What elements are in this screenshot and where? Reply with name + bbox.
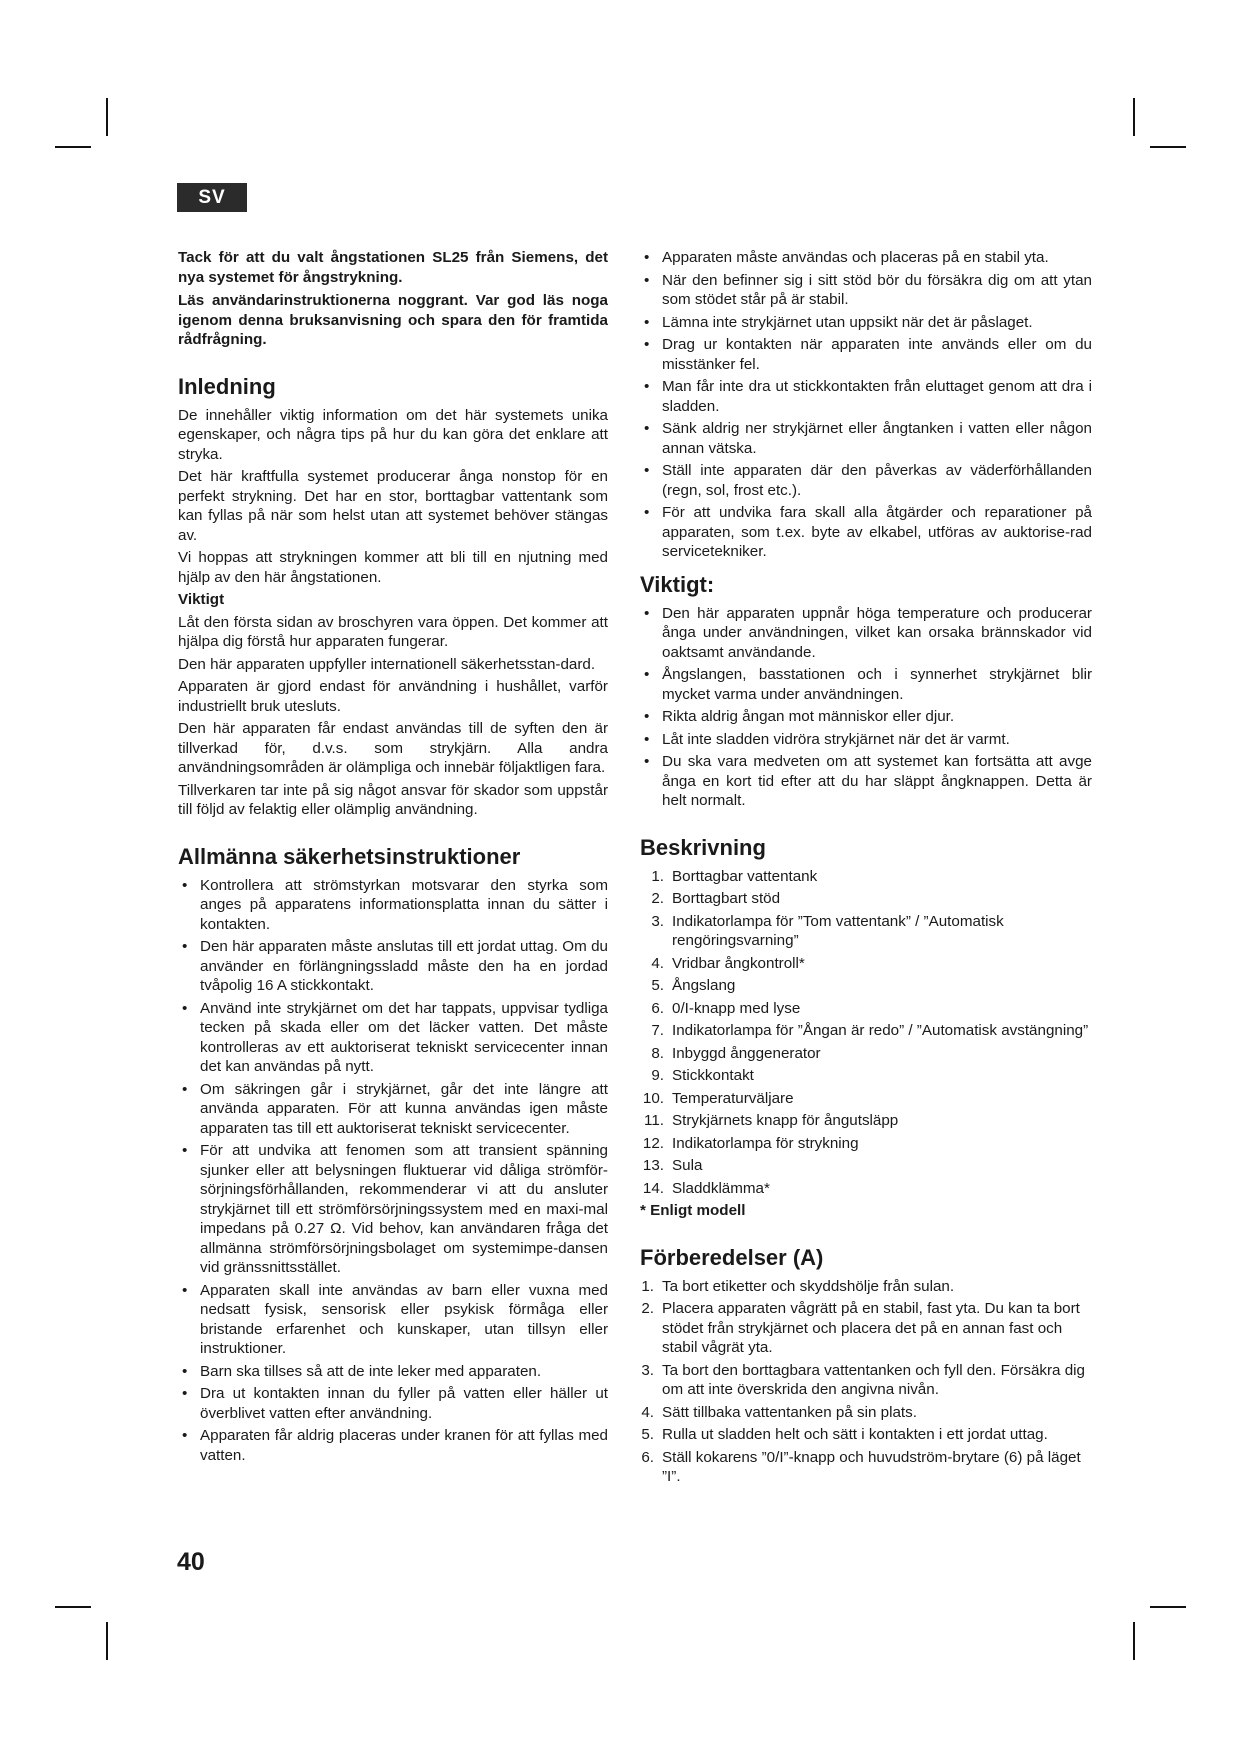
- heading-safety: Allmänna säkerhetsinstruktioner: [178, 843, 521, 869]
- beskrivning-list: [640, 867, 1092, 1199]
- inledning-paragraph: De innehåller viktig information om det här systemets unika egenskaper, och några tips på hur du kan göra det enklare att stryka.: [178, 406, 608, 463]
- list-item: 3. Indikatorlampa för ”Tom vattentank” / ”Automatisk rengöringsvarning”: [651, 912, 1004, 949]
- list-item: • Apparaten måste användas och placeras på en stabil yta.: [640, 248, 1092, 268]
- list-item: • För att undvika att fenomen som att transient spänning sjunker eller att belysningen fluktuerar vid dåliga strömför-sörjningsförhållanden, rekommenderar vi att du ansluter strykjärnet till ett strömförsörjningssystem med en maxi-mal impedans på 0.27 Ω. Vid behov, kan användaren fråga det allmänna strömförsörjningsbolaget om systemimpe-dansen vid gränssnittsstället.: [178, 1141, 608, 1278]
- list-item: 6. 0/I-knapp med lyse: [651, 999, 801, 1017]
- viktigt-paragraph: Apparaten är gjord endast för användning i hushållet, varför industriellt bruk utesluts.: [178, 678, 608, 715]
- heading-inledning: Inledning: [178, 373, 276, 399]
- intro-thanks: Tack för att du valt ångstationen SL25 från Siemens, det nya systemet för ångstrykning.: [178, 249, 608, 286]
- crop-mark-top-right-vertical: [1133, 98, 1135, 136]
- list-item: 8. Inbyggd ånggenerator: [651, 1044, 821, 1062]
- subheading-viktigt: Viktigt: [178, 591, 225, 608]
- list-item: • Apparaten får aldrig placeras under kranen för att fyllas med vatten.: [178, 1426, 608, 1465]
- safety-list-continued: [640, 248, 1092, 562]
- viktigt-paragraph: Låt den första sidan av broschyren vara öppen. Det kommer att hjälpa dig förstå hur apparaten fungerar.: [178, 613, 608, 650]
- list-item: • Om säkringen går i strykjärnet, går det inte längre att använda apparaten. För att kunna användas igen måste apparaten tas till ett auktoriserat tekniskt servicecenter.: [178, 1080, 608, 1139]
- inledning-paragraph: Vi hoppas att strykningen kommer att bli till en njutning med hjälp av den här ångstationen.: [178, 549, 608, 586]
- list-item: • Den här apparaten uppnår höga temperature och producerar ånga under användningen, vilket kan orsaka brännskador vid oaktsamt användande.: [640, 604, 1092, 663]
- forberedelser-list: [640, 1277, 1092, 1487]
- list-item: • Använd inte strykjärnet om det har tappats, uppvisar tydliga tecken på skada eller om det läcker vatten. Det måste kontrolleras av ett auktoriserat tekniskt servicecenter innan det kan användas på nytt.: [178, 999, 608, 1077]
- crop-mark-top-left-horizontal: [55, 146, 91, 148]
- list-item: • När den befinner sig i sitt stöd bör du försäkra dig om att ytan som stödet står på är stabil.: [640, 271, 1092, 310]
- list-item: • Låt inte sladden vidröra strykjärnet när det är varmt.: [640, 730, 1092, 750]
- viktigt-paragraph: Den här apparaten uppfyller internationell säkerhetsstan-dard.: [178, 655, 596, 673]
- crop-mark-bottom-right-vertical: [1133, 1622, 1135, 1660]
- left-column: [178, 248, 608, 1468]
- viktigt-paragraph: Den här apparaten får endast användas till de syften den är tillverkad för, d.v.s. som strykjärn. Alla andra användningsområden är olämpliga och innebär följaktligen fara.: [178, 720, 608, 776]
- viktigt-list: [640, 604, 1092, 811]
- list-item: 4. Sätt tillbaka vattentanken på sin plats.: [641, 1403, 917, 1421]
- page-number: 40: [177, 1548, 205, 1576]
- list-item: 13. Sula: [642, 1157, 703, 1174]
- list-item: • Sänk aldrig ner strykjärnet eller ångtanken i vatten eller någon annan vätska.: [640, 419, 1092, 458]
- list-item: • Barn ska tillses så att de inte leker med apparaten.: [178, 1362, 608, 1382]
- list-item: • Rikta aldrig ångan mot människor eller djur.: [640, 707, 1092, 727]
- list-item: • Drag ur kontakten när apparaten inte används eller om du misstänker fel.: [640, 335, 1092, 374]
- list-item: 1. Ta bort etiketter och skyddshölje från sulan.: [641, 1277, 955, 1295]
- crop-mark-top-right-horizontal: [1150, 146, 1186, 148]
- list-item: • Den här apparaten måste anslutas till ett jordat uttag. Om du använder en förlängningssladd måste den ha en jordad tvåpolig 16 A stickkontakt.: [178, 937, 608, 996]
- list-item: • Apparaten skall inte användas av barn eller vuxna med nedsatt fysisk, sensorisk eller psykisk förmåga eller bristande erfarenhet och kunskaper, utan tillsyn eller instruktioner.: [178, 1281, 608, 1359]
- list-item: 3. Ta bort den borttagbara vattentanken och fyll den. Försäkra dig om att inte överskrida den angivna nivån.: [641, 1361, 1085, 1398]
- list-item: 1. Borttagbar vattentank: [651, 867, 818, 885]
- list-item: • Du ska vara medveten om att systemet kan fortsätta att avge ånga en kort tid efter att du har släppt ångknappen. Detta är helt normalt.: [640, 752, 1092, 811]
- list-item: 12. Indikatorlampa för strykning: [642, 1134, 859, 1152]
- language-tab: SV: [177, 183, 247, 212]
- list-item: 2. Borttagbart stöd: [651, 890, 781, 907]
- list-item: • Dra ut kontakten innan du fyller på vatten eller häller ut överblivet vatten efter användning.: [178, 1384, 608, 1423]
- inledning-paragraph: Det här kraftfulla systemet producerar ånga nonstop för en perfekt strykning. Det har en stor, borttagbar vattentank som kan fyllas på när som helst utan att systemet behöver stängas av.: [178, 468, 608, 544]
- crop-mark-bottom-right-horizontal: [1150, 1606, 1186, 1608]
- crop-mark-top-left-vertical: [106, 98, 108, 136]
- list-item: 2. Placera apparaten vågrätt på en stabil, fast yta. Du kan ta bort stödet från strykjärnet och placera det på en annan fast och stabil vågrät yta.: [641, 1300, 1080, 1356]
- list-item: • Lämna inte strykjärnet utan uppsikt när det är påslaget.: [640, 313, 1092, 333]
- list-item: 4. Vridbar ångkontroll*: [651, 954, 805, 972]
- list-item: 14. Sladdklämma*: [642, 1179, 770, 1197]
- model-note: * Enligt modell: [640, 1202, 746, 1219]
- list-item: • För att undvika fara skall alla åtgärder och reparationer på apparaten, som t.ex. byte av elkabel, utföras av auktorise-rad servicetekniker.: [640, 503, 1092, 562]
- list-item: 6. Ställ kokarens ”0/I”-knapp och huvudström-brytare (6) på läget ”I”.: [641, 1448, 1081, 1485]
- heading-forberedelser: Förberedelser (A): [640, 1244, 824, 1270]
- list-item: • Ställ inte apparaten där den påverkas av väderförhållanden (regn, sol, frost etc.).: [640, 461, 1092, 500]
- list-item: 9. Stickkontakt: [651, 1067, 754, 1084]
- safety-list: [178, 876, 608, 1466]
- crop-mark-bottom-left-horizontal: [55, 1606, 91, 1608]
- list-item: 11. Strykjärnets knapp för ångutsläpp: [644, 1112, 899, 1129]
- viktigt-paragraph: Tillverkaren tar inte på sig något ansvar för skador som uppstår till följd av felaktig eller olämplig användning.: [178, 781, 608, 818]
- list-item: 5. Rulla ut sladden helt och sätt i kontakten i ett jordat uttag.: [641, 1426, 1048, 1443]
- right-column: [640, 248, 1092, 1490]
- list-item: 7. Indikatorlampa för ”Ångan är redo” / ”Automatisk avstängning”: [651, 1022, 1089, 1039]
- list-item: • Ångslangen, basstationen och i synnerhet strykjärnet blir mycket varma under användningen.: [640, 665, 1092, 704]
- crop-mark-bottom-left-vertical: [106, 1622, 108, 1660]
- intro-read-instructions: Läs användarinstruktionerna noggrant. Var god läs noga igenom denna bruksanvisning och spara den för framtida rådfrågning.: [178, 292, 608, 348]
- list-item: 10. Temperaturväljare: [642, 1089, 794, 1107]
- list-item: • Kontrollera att strömstyrkan motsvarar den styrka som anges på apparatens informationsplatta innan du sätter i kontakten.: [178, 876, 608, 935]
- heading-beskrivning: Beskrivning: [640, 834, 766, 860]
- list-item: • Man får inte dra ut stickkontakten från eluttaget genom att dra i sladden.: [640, 377, 1092, 416]
- heading-viktigt: Viktigt:: [640, 571, 715, 597]
- list-item: 5. Ångslang: [651, 977, 736, 994]
